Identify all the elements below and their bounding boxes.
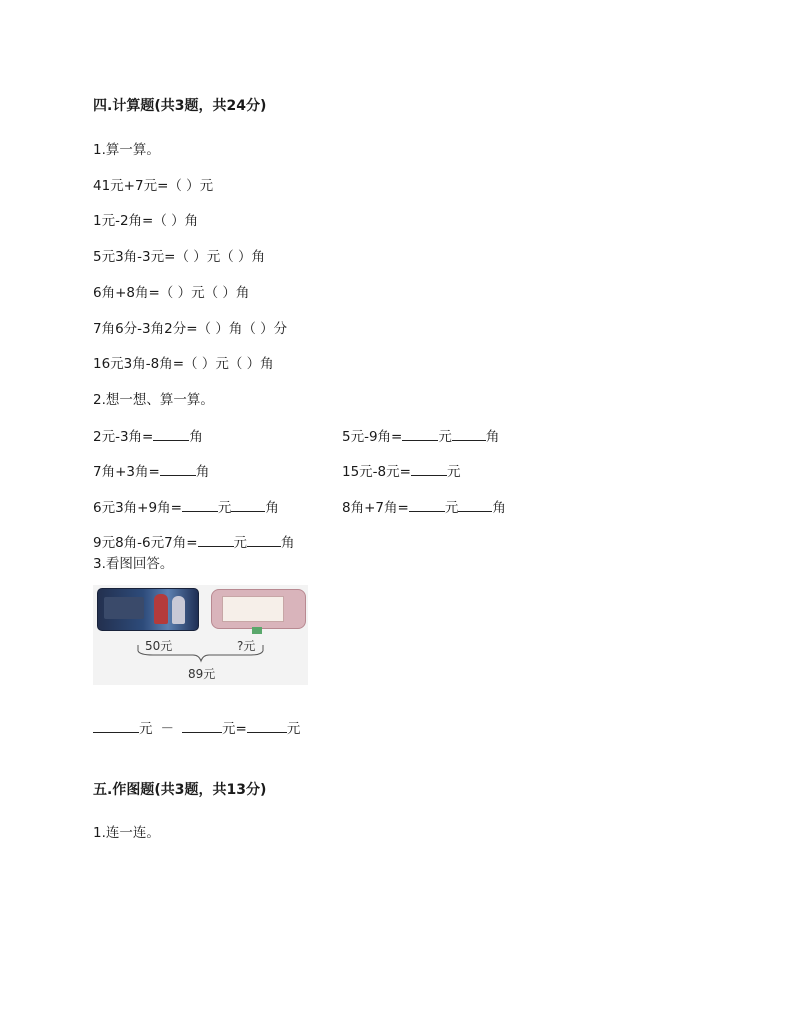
q2-item-7-unit2: 角 xyxy=(281,535,295,551)
q2-item-2 xyxy=(342,425,499,445)
answer-blank[interactable] xyxy=(247,533,281,547)
answer-blank[interactable] xyxy=(452,427,486,441)
answer-blank[interactable] xyxy=(160,462,196,476)
q3-answer-line xyxy=(93,717,300,737)
answer-blank[interactable] xyxy=(182,498,218,512)
q2-item-2-unit1: 元 xyxy=(438,429,452,445)
answer-blank[interactable] xyxy=(182,719,222,733)
q1-line-5: 7角6分-3角2分=（ ）角（ ）分 xyxy=(93,321,288,337)
q1-line-1: 41元+7元=（ ）元 xyxy=(93,178,214,194)
q2-item-6-unit2: 角 xyxy=(492,500,506,516)
q2-item-6-prefix: 8角+7角= xyxy=(342,500,409,516)
q2-item-3 xyxy=(93,460,209,480)
answer-blank[interactable] xyxy=(153,427,189,441)
q3-answer-unit3: 元 xyxy=(286,721,301,737)
q2-item-2-prefix: 5元-9角= xyxy=(342,429,403,445)
answer-blank[interactable] xyxy=(247,719,287,733)
total-price-label: 89元 xyxy=(188,667,216,681)
q1-line-3: 5元3角-3元=（ ）元（ ）角 xyxy=(93,249,266,265)
q2-item-5-unit2: 角 xyxy=(265,500,279,516)
q1-line-6: 16元3角-8角=（ ）元（ ）角 xyxy=(93,356,274,372)
q3-title: 3.看图回答。 xyxy=(93,556,174,572)
q2-item-4-prefix: 15元-8元= xyxy=(342,464,411,480)
answer-blank[interactable] xyxy=(409,498,445,512)
q2-title: 2.想一想、算一算。 xyxy=(93,392,214,408)
q2-item-7-unit1: 元 xyxy=(233,535,248,551)
answer-blank[interactable] xyxy=(411,462,447,476)
q2-item-3-prefix: 7角+3角= xyxy=(93,464,160,480)
q2-item-7-prefix: 9元8角-6元7角= xyxy=(93,535,198,551)
q2-item-1-prefix: 2元-3角= xyxy=(93,429,154,445)
section5-q1-title: 1.连一连。 xyxy=(93,825,160,841)
section5-heading: 五.作图题(共3题，共13分) xyxy=(93,782,267,798)
pencil-case-figure xyxy=(93,585,308,685)
q2-item-6-unit1: 元 xyxy=(444,500,459,516)
answer-blank[interactable] xyxy=(93,719,139,733)
q2-item-4 xyxy=(342,460,460,480)
q2-item-1-unit: 角 xyxy=(189,429,203,445)
q3-answer-operator: － xyxy=(160,721,174,737)
q3-answer-unit2: 元= xyxy=(222,721,247,737)
section4-heading: 四.计算题(共3题，共24分) xyxy=(93,98,267,114)
q1-title: 1.算一算。 xyxy=(93,142,160,158)
q1-line-2: 1元-2角=（ ）角 xyxy=(93,213,199,229)
q3-answer-unit1: 元 xyxy=(139,721,153,737)
q2-item-5 xyxy=(93,496,279,516)
q2-item-7 xyxy=(93,531,295,551)
left-price-label: 50元 xyxy=(145,639,173,653)
q2-item-2-unit2: 角 xyxy=(485,429,500,445)
q2-item-3-unit: 角 xyxy=(195,464,210,480)
answer-blank[interactable] xyxy=(231,498,265,512)
answer-blank[interactable] xyxy=(458,498,492,512)
q2-item-5-unit1: 元 xyxy=(217,500,232,516)
answer-blank[interactable] xyxy=(198,533,234,547)
answer-blank[interactable] xyxy=(402,427,438,441)
q2-item-5-prefix: 6元3角+9角= xyxy=(93,500,182,516)
q1-line-4: 6角+8角=（ ）元（ ）角 xyxy=(93,285,250,301)
q2-item-4-unit: 元 xyxy=(446,464,461,480)
right-price-label: ?元 xyxy=(237,639,256,653)
q2-item-6 xyxy=(342,496,506,516)
q2-item-1 xyxy=(93,425,203,445)
